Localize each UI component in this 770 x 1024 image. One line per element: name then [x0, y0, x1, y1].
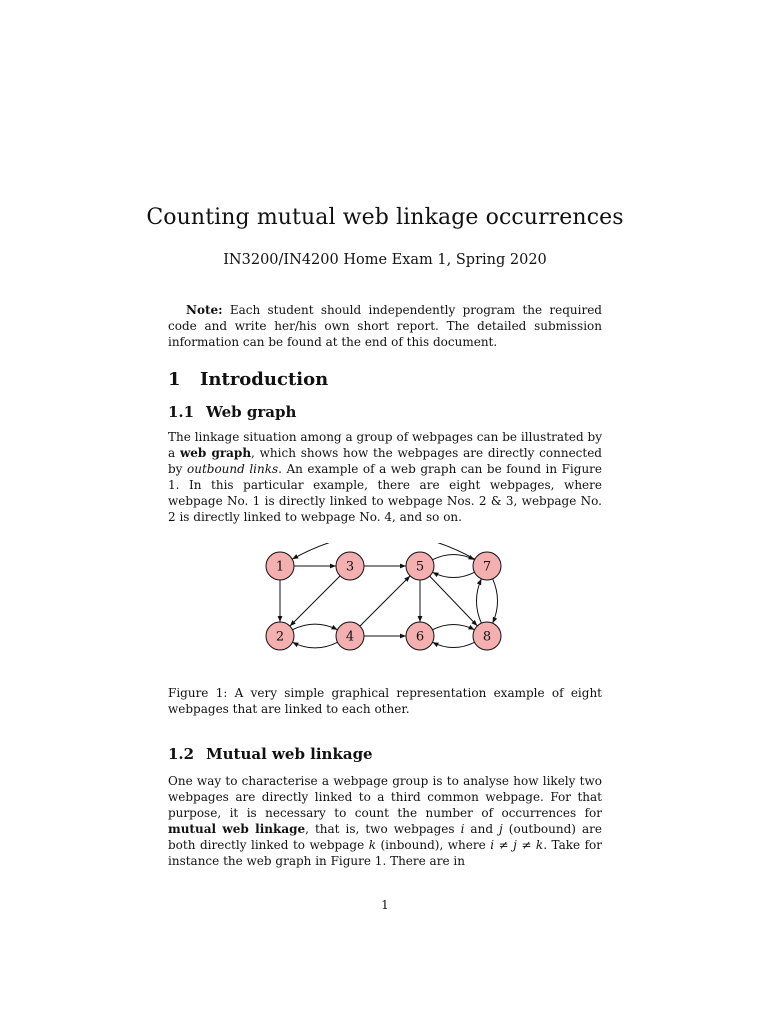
node-label: 2 — [275, 629, 285, 645]
text-run: , that is, two webpages — [305, 822, 461, 836]
edge-4-to-5 — [360, 576, 410, 626]
edge-7-to-8 — [493, 579, 498, 623]
subsection-title: Web graph — [206, 403, 297, 421]
node-label: 6 — [415, 629, 425, 645]
text-run: (outbound) are both directly linked to webpage — [168, 822, 602, 852]
node-label: 8 — [482, 629, 492, 645]
note-text: Each student should independently program the required code and write her/his own short report. The detailed submission information can be found at the end of this document. — [168, 303, 602, 349]
node-label: 4 — [345, 629, 355, 645]
graph-node-3 — [336, 552, 364, 580]
edge-7-to-1 — [292, 543, 475, 559]
graph-node-2 — [266, 622, 294, 650]
text-run: The linkage situation among a group of webpages can be illustrated by a — [168, 430, 602, 460]
subsection-heading-mutual-linkage — [168, 745, 373, 763]
bold-term: mutual web linkage — [168, 822, 306, 836]
math-expression: i ≠ j ≠ k — [490, 838, 544, 852]
page-number: 1 — [381, 898, 389, 912]
node-label: 1 — [275, 559, 285, 575]
edge-8-to-6 — [433, 642, 475, 647]
edge-8-to-7 — [476, 579, 481, 623]
bold-term: web graph — [179, 446, 252, 460]
subsection-title: Mutual web linkage — [206, 745, 373, 763]
section-heading-introduction — [168, 369, 328, 390]
mutual-linkage-paragraph — [168, 773, 602, 869]
math-variable: j — [499, 822, 503, 836]
graph-node-5 — [406, 552, 434, 580]
graph-node-1 — [266, 552, 294, 580]
text-run: and — [464, 822, 500, 836]
edge-6-to-8 — [433, 624, 475, 629]
italic-term: outbound links — [186, 462, 279, 476]
graph-node-4 — [336, 622, 364, 650]
document-title: Counting mutual web linkage occurrences — [146, 205, 624, 230]
graph-node-6 — [406, 622, 434, 650]
node-label: 3 — [345, 559, 355, 575]
text-run: . An example of a web graph can be found in Figure 1. In this particular example, there are eight webpages, where webpage No. 1 is directly linked to webpage Nos. 2 & 3, webpage No. 2 is directly linked to webpage No. 4, and so on. — [168, 462, 603, 524]
note-label: Note: — [186, 303, 223, 317]
section-title: Introduction — [200, 369, 329, 390]
note-paragraph — [168, 302, 602, 350]
edge-3-to-2 — [290, 576, 340, 626]
node-label: 5 — [415, 559, 425, 575]
text-run: , which shows how the webpages are directly connected by — [168, 446, 602, 476]
subsection-number: 1.2 — [168, 745, 195, 763]
edge-2-to-4 — [293, 624, 338, 630]
text-run: . Take for instance the web graph in Figure 1. There are in — [168, 838, 603, 868]
figure-caption: Figure 1: A very simple graphical representation example of eight webpages that are linked to each other. — [168, 686, 602, 716]
text-run: (inbound), where — [375, 838, 491, 852]
edge-4-to-2 — [293, 642, 338, 648]
web-graph-diagram — [250, 543, 520, 663]
web-graph-paragraph — [168, 429, 602, 525]
text-run: One way to characterise a webpage group is to analyse how likely two webpages are directly linked to a third common webpage. For that purpose, it is necessary to count the number of occurrences for — [168, 774, 602, 820]
math-variable: k — [368, 838, 376, 852]
graph-node-8 — [473, 622, 501, 650]
edge-7-to-5 — [433, 572, 475, 577]
web-graph-figure — [250, 543, 520, 663]
subsection-heading-web-graph — [168, 403, 296, 421]
node-label: 7 — [482, 559, 492, 575]
section-number: 1 — [168, 369, 181, 390]
math-variable: i — [460, 822, 465, 836]
subsection-number: 1.1 — [168, 403, 195, 421]
graph-node-7 — [473, 552, 501, 580]
document-subtitle: IN3200/IN4200 Home Exam 1, Spring 2020 — [223, 252, 547, 268]
edge-5-to-8 — [430, 576, 478, 626]
